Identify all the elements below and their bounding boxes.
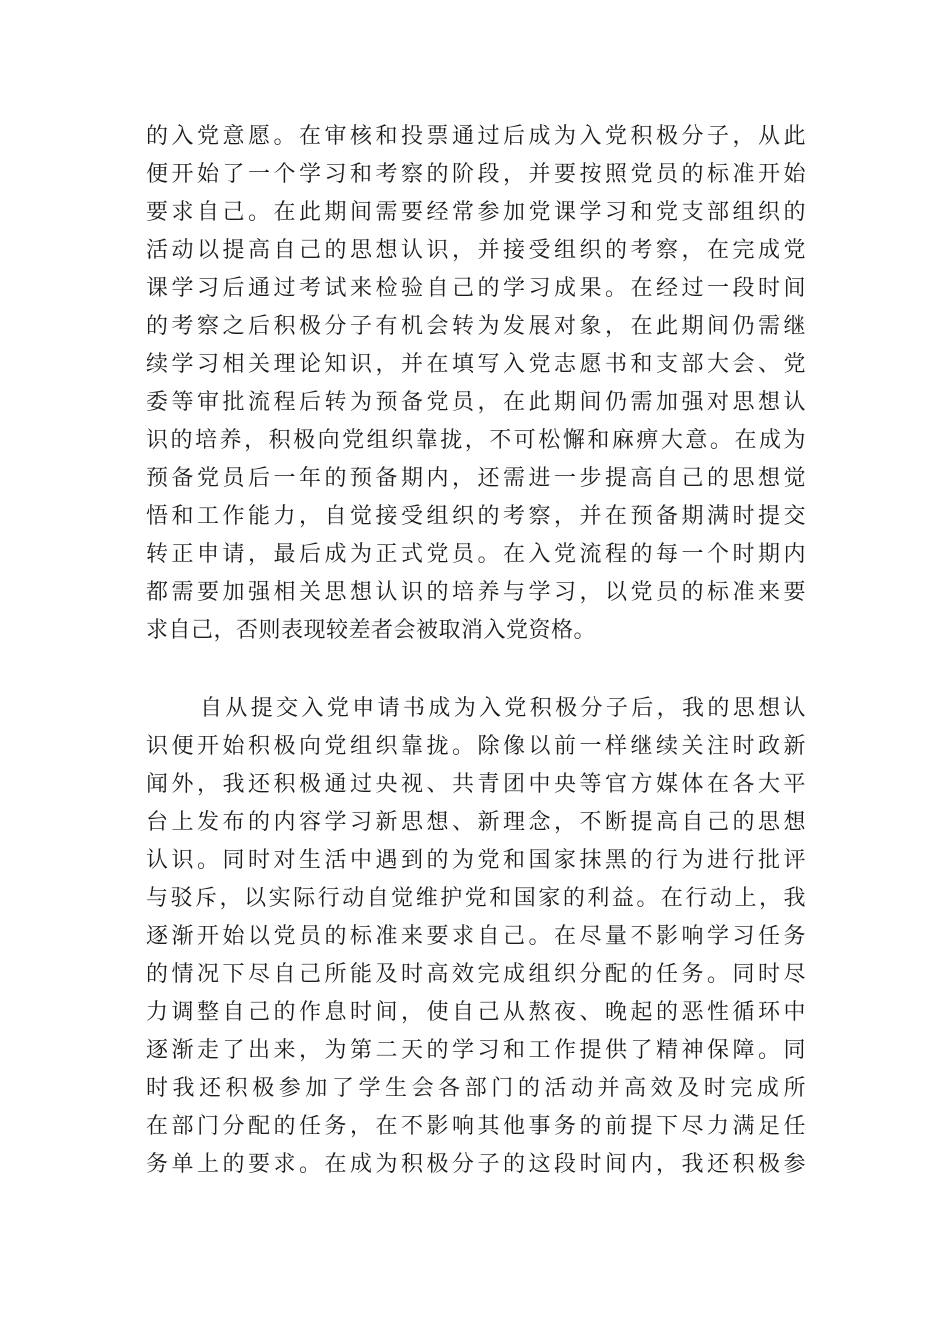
- paragraph-line: 的情况下尽自己所能及时高效完成组织分配的任务。同时尽: [146, 962, 806, 987]
- paragraph-line: 逐渐走了出来，为第二天的学习和工作提供了精神保障。同: [146, 1038, 806, 1063]
- paragraph-1: [146, 118, 806, 650]
- paragraph-line: 要求自己。在此期间需要经常参加党课学习和党支部组织的: [146, 200, 806, 225]
- paragraph-line: 的考察之后积极分子有机会转为发展对象，在此期间仍需继: [146, 314, 806, 339]
- paragraph-line: 在部门分配的任务，在不影响其他事务的前提下尽力满足任: [146, 1114, 806, 1139]
- paragraph-line: 委等审批流程后转为预备党员，在此期间仍需加强对思想认: [146, 390, 806, 415]
- paragraph-line: 识便开始积极向党组织靠拢。除像以前一样继续关注时政新: [146, 734, 806, 759]
- paragraph-line: 便开始了一个学习和考察的阶段，并要按照党员的标准开始: [146, 162, 806, 187]
- paragraph-line: 的入党意愿。在审核和投票通过后成为入党积极分子，从此: [146, 124, 806, 149]
- paragraph-line: 逐渐开始以党员的标准来要求自己。在尽量不影响学习任务: [146, 924, 806, 949]
- paragraph-line: 悟和工作能力，自觉接受组织的考察，并在预备期满时提交: [146, 504, 806, 529]
- paragraph-2: [146, 690, 806, 1184]
- paragraph-line: 台上发布的内容学习新思想、新理念，不断提高自己的思想: [146, 810, 806, 835]
- paragraph-line: 预备党员后一年的预备期内，还需进一步提高自己的思想觉: [146, 466, 806, 491]
- paragraph-line: 自从提交入党申请书成为入党积极分子后，我的思想认: [200, 696, 806, 721]
- paragraph-line: 务单上的要求。在成为积极分子的这段时间内，我还积极参: [146, 1152, 806, 1177]
- paragraph-line: 认识。同时对生活中遇到的为党和国家抹黑的行为进行批评: [146, 848, 806, 873]
- paragraph-line: 时我还积极参加了学生会各部门的活动并高效及时完成所: [146, 1076, 806, 1101]
- paragraph-line: 求自己，否则表现较差者会被取消入党资格。: [146, 618, 597, 643]
- paragraph-line: 与驳斥，以实际行动自觉维护党和国家的利益。在行动上，我: [146, 886, 806, 911]
- paragraph-line: 闻外，我还积极通过央视、共青团中央等官方媒体在各大平: [146, 772, 806, 797]
- paragraph-line: 都需要加强相关思想认识的培养与学习，以党员的标准来要: [146, 580, 806, 605]
- paragraph-line: 识的培养，积极向党组织靠拢，不可松懈和麻痹大意。在成为: [146, 428, 806, 453]
- paragraph-line: 力调整自己的作息时间，使自己从熬夜、晚起的恶性循环中: [146, 1000, 806, 1025]
- paragraph-line: 课学习后通过考试来检验自己的学习成果。在经过一段时间: [146, 276, 806, 301]
- paragraph-line: 续学习相关理论知识，并在填写入党志愿书和支部大会、党: [146, 352, 806, 377]
- paragraph-line: 转正申请，最后成为正式党员。在入党流程的每一个时期内: [146, 542, 806, 567]
- paragraph-line: 活动以提高自己的思想认识，并接受组织的考察，在完成党: [146, 238, 806, 263]
